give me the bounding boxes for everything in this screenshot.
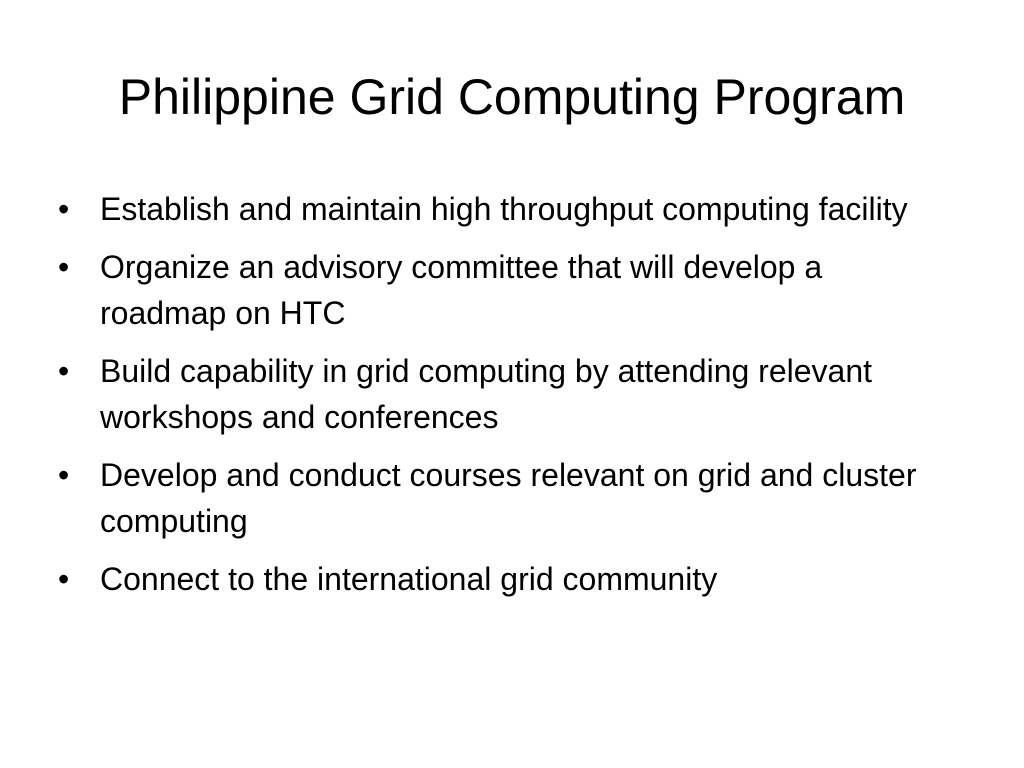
bullet-text: Organize an advisory committee that will develop a roadmap on HTC [100,249,823,331]
bullet-item [56,556,956,602]
bullet-icon: • [58,561,70,597]
bullet-list [56,186,956,614]
slide-title: Philippine Grid Computing Program [118,69,906,125]
bullet-text: Establish and maintain high throughput computing facility [100,191,908,227]
bullet-item [56,186,956,232]
bullet-text: Develop and conduct courses relevant on grid and cluster computing [100,457,917,539]
bullet-icon: • [58,457,70,493]
bullet-icon: • [58,353,70,389]
bullet-item [56,244,956,336]
bullet-item [56,348,956,440]
bullet-text: Connect to the international grid community [100,561,718,597]
bullet-item [56,452,956,544]
bullet-icon: • [58,191,70,227]
bullet-text: Build capability in grid computing by attending relevant workshops and conferences [100,353,873,435]
bullet-icon: • [58,249,70,285]
